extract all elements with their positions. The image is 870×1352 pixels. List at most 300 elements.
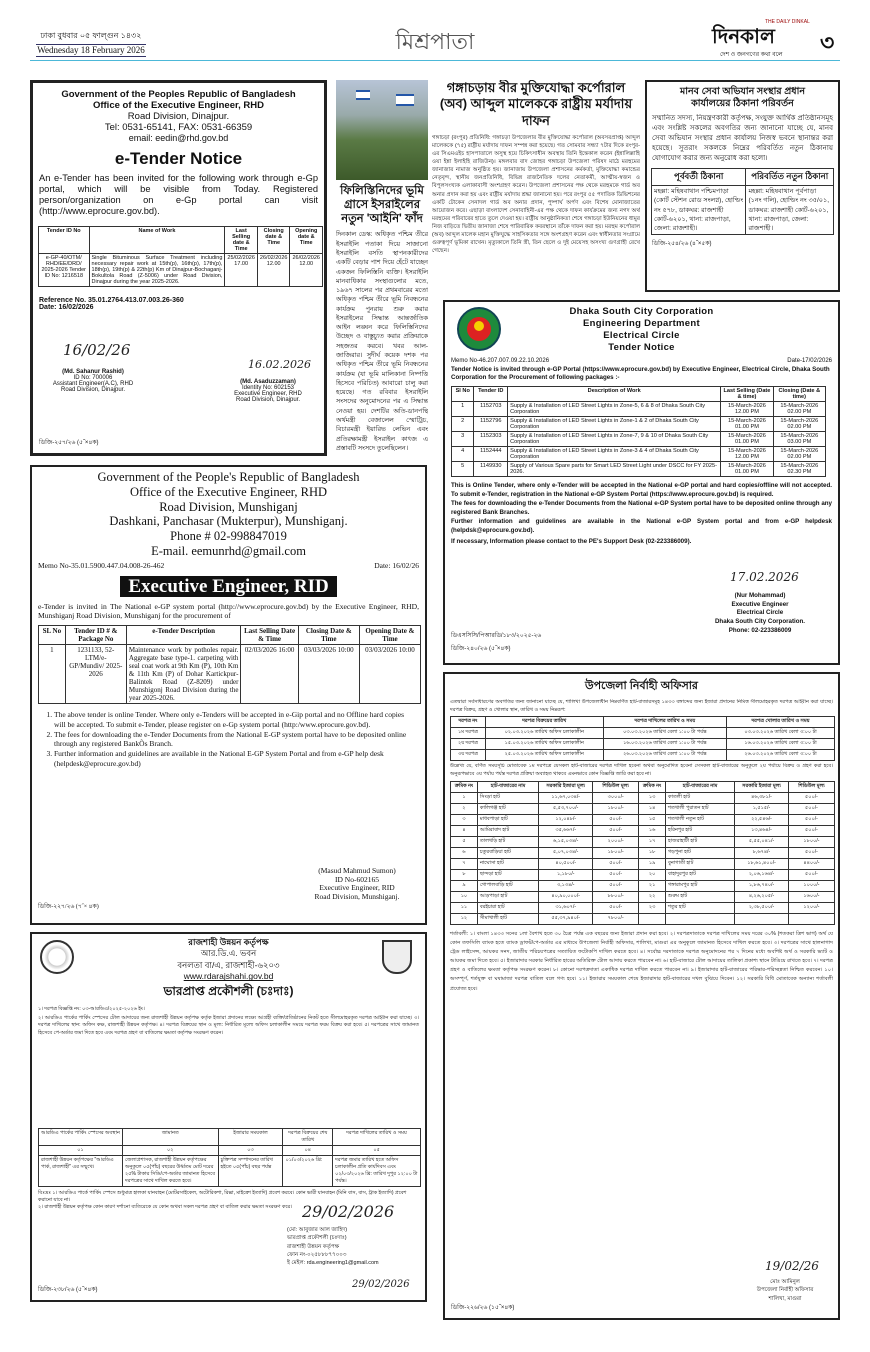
table-cell: ২য় দরপত্র — [451, 739, 486, 750]
signatory-id: ID No: 700006 — [73, 375, 113, 381]
signatory-email: ই মেইল: rda.engineering1@gmail.com — [287, 1260, 379, 1266]
table-cell: ৬,১৫,০৩৪/- — [539, 837, 593, 848]
note-item: 3. Further information and guidelines are available in the National E-GP System Portal and from e-GP help desk (helpdesk@eprocure.gov.bd) — [54, 749, 417, 769]
article-photo — [336, 80, 428, 180]
old-address-header: পূর্ববর্তী ঠিকানা — [652, 169, 746, 186]
col-header: Description of Work — [508, 386, 721, 401]
table-cell: 1152444 — [474, 446, 508, 461]
table-cell: ১৮০০/- — [593, 804, 639, 815]
ad-code: ডিজি-২২৭/২৬ (৭˝× ৪ক) — [38, 904, 99, 910]
col-number: ০২ — [123, 1145, 219, 1155]
haat-table — [450, 781, 835, 925]
table-cell: ৫ — [451, 837, 478, 848]
notice-title: e-Tender Notice — [114, 149, 243, 168]
email: email: eedin@rhd.gov.bd — [128, 133, 229, 143]
table-cell: 26/02/2026 12.00 — [257, 253, 290, 286]
circle: Electrical Circle — [603, 329, 680, 341]
signatory-office: শালিখা, মাগুরা — [768, 1295, 802, 1302]
ad-code: ডিজি-২২৬/২৬ (১৫˝×৪ক) — [451, 1305, 515, 1311]
signature: 16/02/26 — [63, 341, 131, 359]
table-cell: ১৬০০/- — [788, 892, 834, 903]
col-header: আরডিএ পার্কের পার্কিং স্পেসের অবস্থান — [39, 1128, 123, 1145]
email: E-mail. eemunrhd@gmail.com — [151, 543, 306, 558]
table-cell: 1 — [39, 644, 66, 703]
office-title: Office of the Executive Engineer, RHD — [92, 100, 265, 111]
notice-date: Date-17/02/2026 — [787, 357, 832, 364]
table-cell: বুনাগাতী হাট — [666, 859, 735, 870]
table-row — [452, 431, 826, 446]
signatory — [292, 867, 422, 902]
signatory-title: Assistant Engineer(A.C), RHD — [52, 381, 134, 387]
table-cell: 03/03/2026 10:00 — [298, 644, 359, 703]
table-cell: ৬ — [451, 848, 478, 859]
table-cell: ৫০০/- — [593, 903, 639, 914]
table-cell: ১৮০০/- — [788, 837, 834, 848]
reference-no: Reference No. 35.01.2764.413.07.003.26-360 — [39, 296, 184, 304]
address: বনলতা বা/এ, রাজশাহী-৬২০৩ — [177, 959, 280, 970]
signatory-office: Road Division, Dinajpur. — [235, 397, 301, 403]
col-header: Sl No — [452, 386, 474, 401]
table-cell: ০১/০৩/২০২৬ খ্রি: — [283, 1155, 333, 1186]
notice-title: ভারপ্রাপ্ত প্রকৌশলী (চঃদাঃ) — [163, 983, 294, 998]
signatory-1 — [38, 369, 148, 393]
col-header: দরপত্র খোলার তারিখ ও সময় — [727, 717, 835, 728]
table-cell: ৫০০/- — [788, 804, 834, 815]
table-cell: ১০ — [451, 892, 478, 903]
notice-date: Date: 16/02/26 — [374, 560, 419, 570]
table-cell: কাতলী হাট — [666, 793, 735, 804]
address-table — [651, 168, 834, 234]
col-header: Last Selling Date & Time — [241, 625, 298, 644]
note-1: বিঃদ্রঃ ১। আরডিএ পার্কে পার্কিং স্পেসে শুধুমাত্র হালকা যানবাহন (মোটরসাইকেল, অটোরিকশা, রিক্সা, মাইক্রো ইত্যাদি) প্রবেশ করবে। কোন ভারী যানবাহন (মিনি বাস, বাস, ট্রাক ইত্যাদি) প্রবেশ করানো যাবে না। — [38, 1189, 407, 1203]
col-header: SL No — [39, 625, 66, 644]
page-number: ৩ — [820, 30, 835, 55]
table-cell: ১১ — [451, 903, 478, 914]
table-cell: রাজশাহী উন্নয়ন কর্তৃপক্ষের "আরডিএ পার্ক, রাজশাহী" এর সম্মুখে। — [39, 1155, 123, 1186]
address-change-notice — [645, 80, 840, 292]
notice-title: Executive Engineer, RID — [120, 576, 336, 597]
table-cell: ৫০০/- — [788, 826, 834, 837]
signature: 19/02/26 — [765, 1259, 819, 1273]
table-cell: চতুরবাড়িয়া হাট — [477, 848, 538, 859]
gov-title: Government of the People's Republic of Bangladesh — [97, 470, 360, 484]
table-cell: ১৮০০/- — [593, 848, 639, 859]
table-cell: ৫০০/- — [788, 848, 834, 859]
col-header: Last Selling date & Time — [225, 226, 258, 253]
table-cell: 25/02/2026 17.00 — [225, 253, 258, 286]
col-header: দরপত্র বিক্রয়ের তারিখ — [485, 717, 603, 728]
table-cell: ৫,০৭,০৩৪/- — [539, 848, 593, 859]
signatory-title: ভারপ্রাপ্ত প্রকৌশলী (চঃদাঃ) — [287, 1235, 347, 1242]
old-address: মহল্লা: মহিষবাথান পশ্চিমপাড়া (কোর্ট স্টেশন রোড সংলগ্ন), হোল্ডিং নং ৫৭৮, ডাকঘর: রাজশাহী কোর্ট-৬২০১, থানা: রাজপাড়া, জেলা: রাজশাহী। — [652, 186, 746, 234]
article-headline: ফিলিস্তিনিদের ভূমি গ্রাসে ইসরাইলের নতুন 'আইনি' ফাঁদ — [340, 185, 424, 225]
table-row — [451, 826, 835, 837]
signatory-phone: ফোন নং-০২৫৮৮৮৭৭০০৩ — [287, 1251, 347, 1258]
signature: 29/02/2026 — [352, 1279, 410, 1290]
schedule-note: উল্লেখ্য যে, বর্ণিত সময়সূচি মোতাবেক ১ম দরপত্রে যেসকল হাট-বাজারের দরপত্র দাখিল হবেনা অথবা অনুমোদিত হবেনা সেসকল হাট-বাজারের অনুকূলে ২য় পর্যায়ে বিক্রয় ও গ্রহণ করা হবে। অনুরূপভাবে ৩য় পর্যায় পর্যন্ত দরপত্র প্রক্রিয়া অব্যাহত থাকবে এমনভাবে কোন বিজ্ঞপ্তি জারি করা হবে না। — [450, 763, 833, 777]
table-row — [39, 644, 421, 703]
col-header: দরপত্র দাখিলের তারিখ ও সময় — [333, 1128, 421, 1145]
table-row — [451, 837, 835, 848]
table-cell: 15-March-2026 12.00 PM — [721, 401, 773, 416]
table-cell: ৮ — [451, 870, 478, 881]
table-cell: Maintenance work by potholes repair. Aggregate base type-1. carpeting with seal coat work at 9th Km (P), 10th Km & 11th Km (P) of Dohar Kartickpur-Balintek Road (Z-8209) under Munshigonj Road Division during the year 2025-2026. — [126, 644, 241, 703]
table-cell: ২৬.০৩.২০২৬ তারিখ বেলা ৩:০০ টা — [727, 750, 835, 761]
signatory-org: রাজশাহী উন্নয়ন কর্তৃপক্ষ — [287, 1243, 340, 1250]
table-row — [451, 848, 835, 859]
note-item: 1. The above tender is online Tender. Where only e-Tenders will be accepted in e-Gip portal and no Offline hard copies will be accepted. To submit e-Tender, please register on e-Gp system portal (http:/www.eprocure.gov.bd). — [54, 710, 417, 730]
notice-title: উপজেলা নির্বাহী অফিসার — [585, 680, 698, 692]
ad-code: ডিজি-২৫৭/২৬ (৫˝×৪ক) — [39, 440, 99, 446]
table-cell: ১২০০/- — [788, 903, 834, 914]
table-cell: আমিরাবাদ হাট — [477, 826, 538, 837]
col-number: ০৫ — [333, 1145, 421, 1155]
gov-title: Government of the Peoples Republic of Bangladesh — [61, 89, 296, 100]
signatory-office: Road Division, Munshiganj. — [314, 891, 400, 901]
table-cell: 02/03/2026 16:00 — [241, 644, 298, 703]
table-cell: 3 — [452, 431, 474, 446]
table-cell: 15-March-2026 02.30 PM — [773, 461, 825, 476]
table-cell: ১৫ — [639, 815, 666, 826]
col-header: জামানত — [123, 1128, 219, 1145]
col-number: ০১ — [39, 1145, 123, 1155]
intro: এতদ্বারা সর্বসাধারণের অবগতির জন্য জানানো যাচ্ছে যে, শালিখা উপজেলাধীন নিম্নবর্ণিত হাট-বাজারসমূহ ১৪৩৩ বঙ্গাব্দের জন্য ইজারা প্রদানের নিমিত্ত সীলমোহরকৃত দরপত্র আহ্বান করা যাচ্ছে। দরপত্র বিক্রয়, গ্রহণ ও খোলার স্থান, তারিখ ও সময় নিম্নরূপ: — [450, 699, 833, 713]
table-cell: ১ম দরপত্র — [451, 728, 486, 739]
table-cell: ১৩ — [639, 793, 666, 804]
table-cell: ৫০০/- — [593, 881, 639, 892]
table-cell: 15-March-2026 01.00 PM — [721, 416, 773, 431]
signatory-title: উপজেলা নির্বাহী অফিসার — [756, 1287, 814, 1294]
article-body: দিনকাল ডেস্ক: অধিকৃত পশ্চিম তীরে ইসরাইলি পতাকা দিয়ে সাজানো ইসরাইলি বসতি স্থাপনকারীদের একটি বেড়ার পাশ দিয়ে হেঁটে যাচ্ছেন একজন ফিলিস্তিনি ব্যক্তি। ইসরাইলি মানবাধিকার সংস্থাগুলোর মতে, ১৯৬৭ সালের পর প্রথমবারের মতো অধিকৃত পশ্চিম তীরে ভূমি নিবন্ধনের কার্যক্রম পুনরায় শুরু করার ইসরাইলের সিদ্ধান্ত আন্তর্জাতিক আইন লঙ্ঘন করে ফিলিস্তিনিদের উচ্ছেদ ও বাস্তুচ্যুত করার প্রক্রিয়াকে সহজতর করবে। খবর আল-জাজিরার। সুদীর্ঘ কয়েক দশক পর অধিকৃত পশ্চিম তীরে ভূমি নিবন্ধনের কার্যক্রম (যা ভূমি মালিকানা নিষ্পত্তি হিসেবে পরিচিত) আবারো চালু করা হয়েছে। গত রবিবার ইসরাইলি সংসদের অনুমোদনের পর এ সিদ্ধান্ত নেওয়া হয়। দেশটির অতি-ডানপন্থি অর্থমন্ত্রী বেজালেল স্মোট্রিচ, বিচারমন্ত্রী ইয়ারিভ লেভিন এবং প্রতিরক্ষামন্ত্রী ইসরাইল কাৎজ এ প্রস্তাবটি সংসদে তুলেছিলেন। — [336, 231, 428, 452]
table-cell: 15-March-2026 12.00 PM — [721, 446, 773, 461]
logo-tagline: দেশ ও জনগণের কথা বলে — [720, 52, 783, 58]
table-cell: 03/03/2026 10:00 — [359, 644, 420, 703]
dscc-logo — [457, 307, 501, 351]
signatory-office: Road Division, Dinajpur. — [60, 387, 126, 393]
table-cell: আড়পাড়া হাট — [477, 892, 538, 903]
note-4: If necessary, Information please contact to the PE's Support Desk (02-223386009). — [451, 537, 692, 545]
address: Dashkani, Panchasar (Mukterpur), Munshiganj. — [109, 514, 348, 529]
table-cell: Single Bituminous Surface Treatment including necessary repair work at 15th(p), 16th(p), 17th(p), 18th(p), 19th(p) & 22th(p) Km of Dinajpur-Bochaganj-Bokultola Road (Z-5006) under Road Division, Dinajpur during the year 2025-2026. — [89, 253, 225, 286]
col-header: ক্রমিক নং — [451, 782, 478, 793]
table-cell: ১৬.০৩.২০২৬ তারিখ বেলা ১:০০ টা পর্যন্ত — [603, 739, 726, 750]
phone: Phone # 02-998847019 — [170, 529, 287, 543]
table-cell: ১৬ — [639, 826, 666, 837]
table-cell: 4 — [452, 446, 474, 461]
table-cell: ১৬.০৩.২০২৬ তারিখ বেলা ৩:০০ টা — [727, 739, 835, 750]
table-cell: ২২ — [639, 892, 666, 903]
table-cell: ২০০০/- — [593, 837, 639, 848]
table-cell: ৫,৫৫,০৪১/- — [735, 837, 789, 848]
dscc-tender-notice — [443, 300, 840, 665]
table-cell: ১৮,৬১,৪০০/- — [735, 859, 789, 870]
table-cell — [639, 914, 666, 925]
table-row — [451, 750, 835, 761]
memo-no: Memo No-35.01.5900.447.04.008-26-462 — [38, 560, 165, 570]
table-row — [451, 892, 835, 903]
table-cell: ৭ — [451, 859, 478, 870]
col-header: শিডিউল মূল্য — [593, 782, 639, 793]
table-cell: ২৫.০৩.২০২৬ তারিখ অফিস চলাকালীন — [485, 750, 603, 761]
table-cell: ৩৫,৬৬৭/- — [539, 826, 593, 837]
table-cell: Supply & Installation of LED Street Lights in Zone-5, 6 & 8 of Dhaka South City Corporation — [508, 401, 721, 416]
table-cell: ৫০০/- — [593, 859, 639, 870]
table-cell: ৩১,৬০৭/- — [539, 903, 593, 914]
table-cell: 15-March-2026 02.00 PM — [773, 446, 825, 461]
gangachara-article — [432, 80, 640, 292]
table-row — [452, 446, 826, 461]
notes-list — [32, 704, 425, 769]
table-cell: ১১,৬৭,০৩৪/- — [539, 793, 593, 804]
table-row — [451, 903, 835, 914]
notice-body: ২। আরডিএ পার্কের পার্কিং স্পেসের টোল আদায়ের জন্য রাজশাহী উন্নয়ন কর্তৃপক্ষ কর্তৃক ইজারা প্রদানের লক্ষ্যে আগ্রহী ব্যক্তি/প্রতিষ্ঠানের নিকট হতে সীলমোহরকৃত দরপত্র আহ্বান করা যাচ্ছে। ৩। দরপত্র দাখিলের স্থান: অফিস কক্ষ, রাজশাহী উন্নয়ন কর্তৃপক্ষ। ৪। দরপত্র বিক্রয়ের স্থান ও মূল্য: নির্ধারিত মূল্যে অফিস চলাকালীন সময়ে দরপত্র ফরম বিক্রয় করা হবে। ৫। দরপত্রের সাথে জামানত হিসেবে পে-অর্ডার জমা দিতে হবে এবং দরপত্র গ্রহণ বা বাতিলের ক্ষমতা কর্তৃপক্ষ সংরক্ষণ করেন। — [38, 1014, 419, 1036]
col-header: ক্রমিক নং — [639, 782, 666, 793]
table-cell: সীমাখালী হাট — [477, 914, 538, 925]
table-cell: ১৫.০৩.২০২৬ তারিখ অফিস চলাকালীন — [485, 739, 603, 750]
dinajpur-tender-notice — [30, 80, 327, 456]
col-number: ০৪ — [283, 1145, 333, 1155]
bangladesh-seal-icon — [40, 940, 74, 974]
table-row — [451, 804, 835, 815]
notice-title: মানব সেবা অভিযান সংস্থার প্রধান কার্যালয়ের ঠিকানা পরিবর্তন — [679, 86, 806, 110]
table-cell: ৫০০/- — [593, 815, 639, 826]
table-cell: ৭৮০০/- — [593, 914, 639, 925]
signatory — [685, 592, 835, 635]
table-cell: ১,১৮০/- — [539, 870, 593, 881]
website-link[interactable]: www.rdarajshahi.gov.bd — [183, 971, 274, 982]
table-cell: 26/02/2026 12.00 — [290, 253, 323, 286]
office-title: Office of the Executive Engineer, RHD — [129, 484, 328, 499]
division: Road Division, Dinajpur. — [127, 111, 230, 122]
flag-icon — [396, 94, 414, 106]
ad-code: ডিজি-২৪০/২৬ (৫˝×৪ক) — [451, 646, 511, 652]
table-cell: 15-March-2026 01.00 PM — [721, 431, 773, 446]
flag-icon — [356, 90, 370, 100]
table-cell: ৮,৬৭৪/- — [735, 848, 789, 859]
lease-table — [38, 1128, 421, 1187]
col-header: Last Selling (Date & time) — [721, 386, 773, 401]
table-cell: ৫০০/- — [788, 815, 834, 826]
signatory-org: Dhaka South City Corporation. — [714, 618, 806, 626]
notice-ref: ১। দরপত্র বিজ্ঞপ্তি নং: ০৩-আরডিএ/২০২৫-২০২৬ ইং। — [38, 1005, 145, 1012]
table-cell — [788, 914, 834, 925]
memo-no: Memo No-46.207.007.09.22.10.2026 — [451, 357, 550, 364]
table-cell: জেলাপ্রশাসক, রাজশাহী উন্নয়ন কর্তৃপক্ষের অনুকূলে ০৫(পাঁচ) বছরের উর্ধ্বতম মোট দরের ২৫% টাকার সিডি/পে-অর্ডার জামানত হিসেবে দরপত্রের সাথে দাখিল করতে হবে। — [123, 1155, 219, 1186]
table-cell: Supply of Various Spare parts for Smart LED Street Light under DSCC for FY 2025-2026. — [508, 461, 721, 476]
reference-date: Date: 16/02/2026 — [39, 303, 94, 311]
intro: Tender Notice is invited through e-GP Portal (https://www.eprocure.gov.bd) by Executive Engineer, Electrical Circle, Dhaka South Corporation for the Procurement of following packages :- — [451, 365, 830, 381]
table-row — [452, 401, 826, 416]
table-cell: 1152796 — [474, 416, 508, 431]
table-row — [451, 739, 835, 750]
magura-haat-lease-notice — [443, 672, 840, 1320]
signatory-name: মোঃ আমিনুল — [770, 1279, 800, 1285]
notice-title: Tender Notice — [608, 341, 675, 353]
signatory — [287, 1226, 427, 1267]
division: Road Division, Munshiganj — [159, 499, 298, 514]
table-cell: ২০ — [639, 870, 666, 881]
signatory-circle: Electrical Circle — [736, 609, 784, 617]
col-header: দরপত্র বিক্রয়ের শেষ তারিখ — [283, 1128, 333, 1145]
table-cell: ২১ — [639, 881, 666, 892]
table-cell: ৩য় দরপত্র — [451, 750, 486, 761]
rda-logo-icon — [382, 940, 412, 974]
table-cell: ১০০০/- — [788, 881, 834, 892]
table-cell: ৮৮০০/- — [593, 892, 639, 903]
ad-code: ডিজি-২৩৮/২৬ (৫˝×৪ক) — [38, 1287, 98, 1293]
col-header: ইজারার সময়কাল — [218, 1128, 283, 1145]
signatory — [735, 1278, 835, 1303]
table-cell: 15-March-2026 02.00 PM — [773, 416, 825, 431]
table-cell: ১৪ — [639, 804, 666, 815]
table-cell: ৫০০/- — [788, 870, 834, 881]
signatory-2 — [213, 379, 323, 403]
table-cell: ০৩.০৩.২০২৬ তারিখ বেলা ১:০০ টা পর্যন্ত — [603, 728, 726, 739]
signatory-name: (মো: আবুজার আল জাহিদ) — [287, 1227, 348, 1233]
col-header: হাট-বাজারের নাম — [666, 782, 735, 793]
table-cell: ৫০০/- — [788, 793, 834, 804]
table-cell: ৫৫,৩৭,৯৪০/- — [539, 914, 593, 925]
table-cell: Supply & Installation of LED Street Lights in Zone-7, 9 & 10 of Dhaka South City Corporation — [508, 431, 721, 446]
table-cell: ১২,০৪৮/- — [539, 815, 593, 826]
signatory-title: Executive Engineer — [731, 600, 789, 608]
table-cell: 1152703 — [474, 401, 508, 416]
signature: 17.02.2026 — [730, 570, 799, 584]
new-address: মহল্লা: মহিষবাথান পূর্বপাড়া (১নং গলি), হোল্ডিং নং ৩৫/০১, ডাকঘর: রাজশাহী কোর্ট-৬২০১, থানা: রাজপাড়া, জেলা: রাজশাহী। — [746, 186, 834, 234]
col-header: দরপত্র নং — [451, 717, 486, 728]
table-cell: 1231133, 52-LTM/e-GP/Mundiv/ 2025-2026 — [65, 644, 126, 703]
table-cell: ২ — [451, 804, 478, 815]
col-header: হাট-বাজারের নাম — [477, 782, 538, 793]
table-cell: ১২ — [451, 914, 478, 925]
table-cell: ২২,৫৪৬/- — [735, 815, 789, 826]
table-cell: ১৮ — [639, 848, 666, 859]
article-headline: গঙ্গাচড়ায় বীর মুক্তিযোদ্ধা কর্পোরাল (অব) আব্দুল মালেককে রাষ্ট্রীয় মর্যাদায় দাফন — [439, 80, 633, 128]
table-cell: 1152303 — [474, 431, 508, 446]
note-2: The fees for downloading the e-Tender Documents from the National e-GP System portal have to be deposited online through any registered Bank Branches. — [451, 499, 832, 516]
table-cell: তালখড়ি হাট — [477, 837, 538, 848]
table-cell: 2 — [452, 416, 474, 431]
phone: Tel: 0531-65141, FAX: 0531-66359 — [104, 122, 253, 133]
table-row — [452, 461, 826, 476]
signatory-name: (Md. Sahanur Rashid) — [62, 369, 124, 375]
table-cell: 15-March-2026 02.00 PM — [773, 401, 825, 416]
signature: 16.02.2026 — [248, 358, 311, 371]
signatory-name: (Nur Mohammad) — [734, 592, 786, 599]
signatory-id: Identity No: 602153 — [241, 385, 295, 391]
col-header: Closing (Date & time) — [773, 386, 825, 401]
table-cell: ৫০০/- — [593, 870, 639, 881]
intro: e-Tender is invited in The National e-GP system portal (http://www.eprocure.gov.bd) by the Executive Engineer, RHD, Munshiganj Road Division, Munshiganj for the procurement of — [38, 601, 419, 620]
terms: শর্তাবলী: ১। বাংলা ১৪৩৩ সনের ১লা বৈশাখ হতে ৩০ চৈত্র পর্যন্ত এক বছরের জন্য ইজারা প্রদান করা হবে। ২। দরপত্রদাতাকে দরপত্র দাখিলের সময় দরের ৩০% (শতকরা ত্রিশ ভাগ) অর্থ যে কোন তফসিলি ব্যাংক হতে ব্যাংক ড্রাফট/পে-অর্ডার এর মাধ্যমে উপজেলা নির্বাহী অফিসার, শালিখা, মাগুরা এর অনুকূলে জামানত হিসেবে দাখিল করতে হবে। ৩। দরপত্রের সাথে হালনাগাদ ট্রেড লাইসেন্স, আয়কর সনদ, জাতীয় পরিচয়পত্রের সত্যায়িত ফটোকপি দাখিল করতে হবে। ৪। সর্বোচ্চ দরদাতাকে দরপত্র অনুমোদনের পর ৭ দিনের মধ্যে অবশিষ্ট অর্থ ও সরকারি ভ্যাট ও আয়কর জমা দিতে হবে। ৫। ইজারাদার সরকার নির্ধারিত হারের অতিরিক্ত টোল আদায় করতে পারবেন না। ৬। হাট-বাজারে টোল আদায়ের তালিকা প্রকাশ্য স্থানে টাঙিয়ে রাখতে হবে। ৭। দরপত্র গ্রহণ ও বাতিলের ক্ষমতা কর্তৃপক্ষ সংরক্ষণ করেন। ৮। কোনো দরপত্রদাতা একাধিক দরপত্র দাখিল করতে পারবেন না। ৯। ইজারাদার হাট-বাজারের পরিষ্কার-পরিচ্ছন্নতা নিশ্চিত করবেন। ১০। অসম্পূর্ণ, শর্তযুক্ত বা ঘষামাজা দরপত্র বাতিল বলে গণ্য হবে। ১১। ইজারার সময়কাল শেষে ইজারাদার হাট-বাজারের দখল বুঝিয়ে দিবেন। ১২। সরকারি বিধি মোতাবেক অন্যান্য শর্তাবলী প্রযোজ্য হবে। — [450, 931, 833, 992]
table-cell: মাধবপাড়া হাট — [477, 815, 538, 826]
table-cell: ৩,১৩৪/- — [539, 881, 593, 892]
tender-table — [38, 625, 421, 704]
table-cell: শতখালী নতুন হাট — [666, 815, 735, 826]
table-cell: ৪৬,৩৮১/- — [735, 793, 789, 804]
table-cell: ২,০৬,১৬৪/- — [735, 870, 789, 881]
note-item: 2. The fees for downloading the e-Tender Documents from the National E-GP system portal have to be deposited online through any registered BankÕs Branch. — [54, 730, 417, 750]
table-cell: ৪০,৯০,০০০/- — [539, 892, 593, 903]
signatory-title: Executive Engineer, RHD — [234, 391, 302, 397]
table-cell: ১,৮৬,৭৪০/- — [735, 881, 789, 892]
page-header — [30, 19, 840, 61]
table-cell: সিংড়া হাট — [477, 793, 538, 804]
table-cell: ১,৫১৫/- — [735, 804, 789, 815]
org-name: রাজশাহী উন্নয়ন কর্তৃপক্ষ — [188, 937, 269, 947]
table-cell: Supply & Installation of LED Street Lights in Zone-1 & 2 of Dhaka South City Corporation — [508, 416, 721, 431]
col-header: শিডিউল মূল্য — [788, 782, 834, 793]
signatory-phone: Phone: 02-223386009 — [728, 626, 792, 634]
table-cell: চুক্তিপত্র সম্পাদনের তারিখ হইতে ০৫(পাঁচ) বছর পর্যন্ত — [218, 1155, 283, 1186]
table-row — [451, 914, 835, 925]
table-cell: 1 — [452, 401, 474, 416]
table-cell: ১৭ — [639, 837, 666, 848]
table-cell: ৪ — [451, 826, 478, 837]
signatory-name: (Masud Mahmud Sumon) — [318, 866, 396, 875]
note-3: Further information and guidelines are available in the National e-GP System portal and from e-GP helpdesk (helpdsk@eprocure.gov.bd). — [451, 517, 832, 534]
table-row — [451, 793, 835, 804]
col-header: Closing date & Time — [257, 226, 290, 253]
col-header: Closing Date & Time — [298, 625, 359, 644]
table-cell — [735, 914, 789, 925]
table-cell: 15-March-2026 03.00 PM — [773, 431, 825, 446]
table-cell: ৩ — [451, 815, 478, 826]
table-cell: ২৩ — [639, 903, 666, 914]
ref-bangla: ডিএসসিসি/পিআরডি/১৮৩/২০২৫-২৬ — [451, 633, 542, 639]
table-cell: ৯ — [451, 881, 478, 892]
table-cell: গোপালবাড়ি হাট — [477, 881, 538, 892]
table-cell: শুরুম হাট — [666, 892, 735, 903]
newspaper-logo: দিনকাল — [712, 26, 775, 48]
notice-body: An e-Tender has been invited for the following work through e-Gp portal, which will be visible from Today. Registered person/organization on e-Gp portal can visit (http://www.eprocure.gov.bd). — [39, 173, 318, 217]
col-number: ০৩ — [218, 1145, 283, 1155]
signatory-name: (Md. Asaduzzaman) — [240, 379, 296, 385]
notice-body: সম্মানিত সদস্য, নিয়ন্ত্রণকারী কর্তৃপক্ষ, সংযুক্ত আর্থিক প্রতিষ্ঠানসমূহ এবং সংশ্লিষ্ট সকলের অবগতির জন্য জানানো যাচ্ছে যে, মানব সেবা অভিযান সংস্থার প্রধান কার্যালয় নিজস্ব ভবনে স্থানান্তর করা হয়েছে। সুতরাং সকলকে নিম্নের পরিবর্তিত নতুন ঠিকানায় যোগাযোগ করার জন্য অনুরোধ করা হলো। — [652, 114, 833, 163]
table-cell: ০৩.০৩.২০২৬ তারিখ বেলা ৩:০০ টা — [727, 728, 835, 739]
table-row — [451, 728, 835, 739]
table-cell — [666, 914, 735, 925]
table-row — [452, 416, 826, 431]
dscc-heading — [445, 302, 838, 354]
table-cell: কালিগঞ্জ হাট — [477, 804, 538, 815]
tender-table — [451, 386, 826, 477]
col-header: সরকারি ইজারা মূল্য — [539, 782, 593, 793]
org-name: Dhaka South City Corporation — [569, 306, 714, 317]
table-cell: গঙ্গারামপুর হাট — [666, 881, 735, 892]
table-cell: হাজরাহাটী হাট — [666, 837, 735, 848]
table-row — [451, 815, 835, 826]
col-header: সরকারি ইজারা মূল্য — [735, 782, 789, 793]
col-header: Opening Date & Time — [359, 625, 420, 644]
date-english: Wednesday 18 February 2026 — [37, 45, 145, 55]
israel-article — [336, 80, 428, 456]
article-body: গঙ্গাচড়া (রংপুর) প্রতিনিধি: গঙ্গাচড়া উপজেলার বীর মুক্তিযোদ্ধা কর্পোরাল (অবসরপ্রাপ্ত) আব্দুল মালেককে (৭৫) রাষ্ট্রীয় মর্যাদায় দাফন সম্পন্ন করা হয়েছে। গত সোমবার সন্ধ্যা ৭টার দিকে রংপুর-এর সিএমএইচ হাসপাতালে অসুস্থ হয়ে চিকিৎসাধীন অবস্থায় তিনি ইন্তেকাল করেন (ইন্নালিল্লাহি ওয়া ইন্না ইলাইহি রাজিউন)। মঙ্গলবার বাদ জোহর গঙ্গাচড়া উপজেলা পরিষদ মাঠে মরহুমের জানাজার নামাজ অনুষ্ঠিত হয়। জানাজায় উপজেলা প্রশাসনের কর্মকর্তা, মুক্তিযোদ্ধা কমান্ডের নেতৃবৃন্দ, স্থানীয় জনপ্রতিনিধি, বিভিন্ন রাজনৈতিক দলের নেতাকর্মী, আত্মীয়-স্বজন ও বিপুলসংখ্যক এলাকাবাসী অংশগ্রহণ করেন। উপজেলা প্রশাসনের পক্ষ থেকে মরহুমকে গার্ড অব অনার প্রদান করা হয় এবং রাষ্ট্রীয় মর্যাদায় শ্রদ্ধা জানানো হয়। পরে রংপুর ৫৫ পদাতিক ডিভিশনের একটি টোকেন সেনাদল গার্ড অব অনার প্রদান, পুষ্পার্ঘ অর্পণ এবং বিশেষ মোনাজাতের আয়োজন করে। এছাড়া বাংলাদেশ সেনাবাহিনী-এর পক্ষ থেকে দাফন কার্যক্রমের জন্য নগদ অর্থ মরহুমের পরিবারের হাতে তুলে দেওয়া হয়। রাষ্ট্রীয় আনুষ্ঠানিকতা শেষে গঙ্গাচড়া ইউনিয়নের ধামুর নিজ বাড়িতে দ্বিতীয় জানাজা শেষে পারিবারিক কবরস্থানে তাঁকে দাফন করা হয়। মরহুম কর্পোরাল (অব) আব্দুল মালেক মহান মুক্তিযুদ্ধে সাহসিকতার সঙ্গে অংশগ্রহণ করেন এবং স্বাধীনতার সংগ্রামে গুরুত্বপূর্ণ ভূমিকা রাখেন। মৃত্যুকালে তিনি স্ত্রী, তিন ছেলে ও দুই মেয়েসহ অসংখ্য গুণগ্রাহী রেখে গেছেন। — [432, 134, 640, 255]
table-cell: 15-March-2026 01.00 PM — [721, 461, 773, 476]
table-cell: শতুর হাট — [666, 903, 735, 914]
table-cell: 1149930 — [474, 461, 508, 476]
table-cell: ১ — [451, 793, 478, 804]
table-cell: বরইচারা হাট — [477, 903, 538, 914]
rda-lease-notice — [30, 932, 427, 1302]
note-2: ২। রাজশাহী উন্নয়ন কর্তৃপক্ষ কোন কারণ দর্শানো ব্যতিরেকে যে কোন অথবা সকল দরপত্র গ্রহণ বা বাতিল করার ক্ষমতা সংরক্ষণ করে। — [38, 1203, 292, 1210]
col-header: দরপত্র দাখিলের তারিখ ও সময় — [603, 717, 726, 728]
table-cell: e-GP-40/OTM/ RHD/EE/DRD/ 2025-2026 Tender ID No: 1216518 — [39, 253, 90, 286]
table-cell: ০২.০৩.২০২৬ তারিখ অফিস চলাকালীন — [485, 728, 603, 739]
schedule-table — [450, 716, 835, 761]
table-row — [451, 870, 835, 881]
table-cell: 5 — [452, 461, 474, 476]
